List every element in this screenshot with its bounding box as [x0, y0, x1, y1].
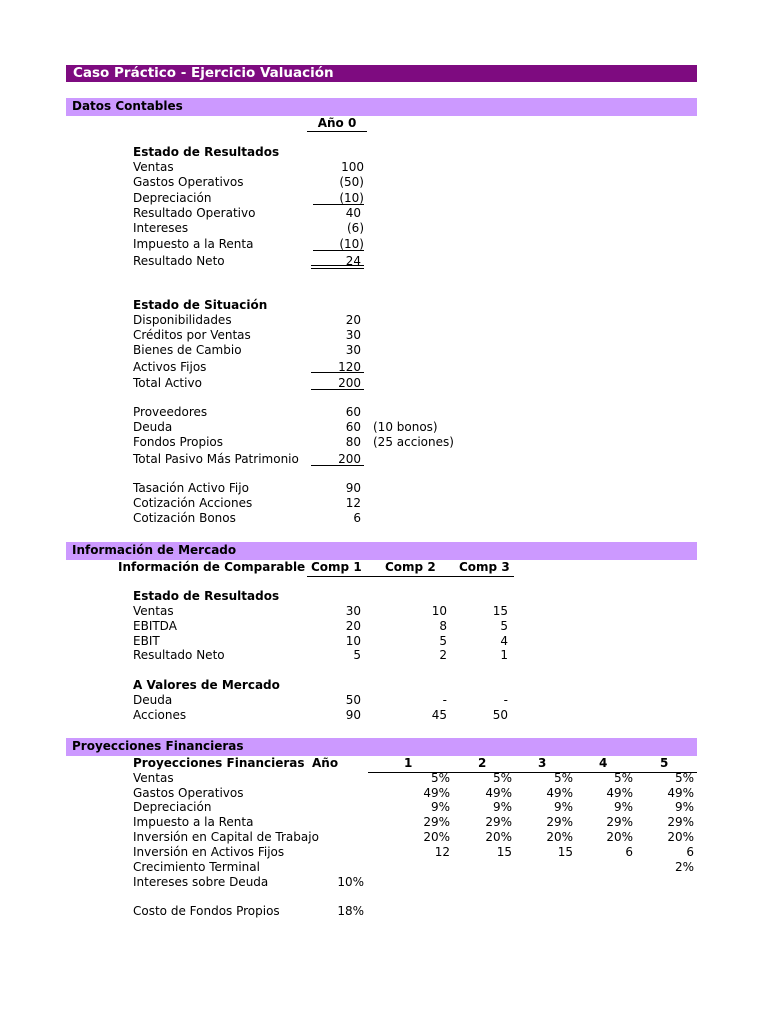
row-value: (10)	[339, 191, 364, 205]
row-value: 49%	[606, 786, 633, 800]
estado-situacion-heading: Estado de Situación	[133, 298, 268, 312]
row-value: 5%	[674, 771, 694, 785]
row-label: Total Pasivo Más Patrimonio	[133, 452, 299, 466]
row-value: 45	[431, 708, 447, 722]
row-label: Gastos Operativos	[133, 175, 244, 189]
row-value: 20	[345, 313, 361, 327]
year-header: 1	[404, 756, 413, 770]
row-label: Fondos Propios	[133, 435, 224, 449]
row-value: 1	[500, 648, 508, 662]
page-title: Caso Práctico - Ejercicio Valuación	[73, 65, 334, 81]
row-value: 5%	[613, 771, 633, 785]
row-label: Ventas	[133, 160, 174, 174]
row-label: Bienes de Cambio	[133, 343, 242, 357]
row-value: 200	[338, 376, 361, 390]
row-value: 29%	[485, 815, 512, 829]
comp-header: Comp 3	[459, 560, 510, 574]
row-label: Ventas	[133, 771, 174, 785]
row-value: 6	[686, 845, 694, 859]
row-value: 50	[492, 708, 508, 722]
row-value: 90	[345, 481, 361, 495]
title-bar	[66, 65, 697, 82]
row-value: 18%	[337, 904, 364, 918]
row-label: Gastos Operativos	[133, 786, 244, 800]
row-value: 9%	[674, 800, 694, 814]
row-value: 5%	[553, 771, 573, 785]
row-value: 6	[625, 845, 633, 859]
row-value: 5%	[492, 771, 512, 785]
row-value: 30	[345, 343, 361, 357]
year-header: 4	[599, 756, 608, 770]
row-label: Activos Fijos	[133, 360, 207, 374]
row-label: Inversión en Capital de Trabajo	[133, 830, 319, 844]
row-value: 20%	[606, 830, 633, 844]
row-label: Deuda	[133, 420, 173, 434]
row-value: 29%	[606, 815, 633, 829]
row-label: Resultado Neto	[133, 254, 225, 268]
row-label: EBIT	[133, 634, 160, 648]
row-value: 120	[338, 360, 361, 374]
row-value: 10%	[337, 875, 364, 889]
row-value: 29%	[546, 815, 573, 829]
section-title: Proyecciones Financieras	[72, 739, 244, 753]
row-value: 8	[439, 619, 447, 633]
row-value: 4	[500, 634, 508, 648]
row-value: 5	[500, 619, 508, 633]
year-header: 2	[478, 756, 487, 770]
row-label: Depreciación	[133, 191, 212, 205]
section-header-proyecciones	[66, 738, 697, 756]
row-value: 200	[338, 452, 361, 466]
row-value: 12	[434, 845, 450, 859]
row-value: 12	[345, 496, 361, 510]
row-value: 24	[345, 254, 361, 268]
row-label: Cotización Bonos	[133, 511, 236, 525]
row-note: (25 acciones)	[373, 435, 454, 449]
year-header: Año 0	[317, 116, 357, 130]
total-line	[311, 465, 364, 466]
row-value: 60	[345, 420, 361, 434]
row-label: Inversión en Activos Fijos	[133, 845, 285, 859]
year-header: 3	[538, 756, 547, 770]
header-underline	[307, 131, 367, 132]
row-value: 29%	[667, 815, 694, 829]
row-value: 30	[345, 328, 361, 342]
estado-resultados-heading: Estado de Resultados	[133, 589, 280, 603]
row-label: Acciones	[133, 708, 187, 722]
year-label: Año	[312, 756, 339, 770]
row-value: 90	[345, 708, 361, 722]
row-value: 9%	[430, 800, 450, 814]
header-underline	[307, 576, 514, 577]
row-value: 30	[345, 604, 361, 618]
row-label: Total Activo	[133, 376, 202, 390]
row-label: Deuda	[133, 693, 173, 707]
row-label: Intereses	[133, 221, 189, 235]
row-value: 2	[439, 648, 447, 662]
valores-mercado-heading: A Valores de Mercado	[133, 678, 280, 692]
row-value: (10)	[339, 237, 364, 251]
row-value: 15	[492, 604, 508, 618]
row-value: 50	[345, 693, 361, 707]
row-label: Proveedores	[133, 405, 208, 419]
comp-header: Comp 1	[311, 560, 362, 574]
proyecciones-label: Proyecciones Financieras	[133, 756, 305, 770]
row-value: 20%	[423, 830, 450, 844]
row-value: 10	[431, 604, 447, 618]
row-value: -	[442, 693, 447, 707]
row-value: (6)	[347, 221, 364, 235]
total-double-line	[311, 265, 364, 269]
row-label: Cotización Acciones	[133, 496, 253, 510]
row-label: Crecimiento Terminal	[133, 860, 260, 874]
row-value: 80	[345, 435, 361, 449]
row-value: 20%	[546, 830, 573, 844]
row-label: EBITDA	[133, 619, 177, 633]
row-value: 9%	[553, 800, 573, 814]
row-label: Tasación Activo Fijo	[133, 481, 249, 495]
comparable-label: Información de Comparable	[118, 560, 306, 574]
row-value: 49%	[546, 786, 573, 800]
row-label: Ventas	[133, 604, 174, 618]
row-label: Créditos por Ventas	[133, 328, 251, 342]
row-value: 15	[557, 845, 573, 859]
row-value: 10	[345, 634, 361, 648]
row-value: 20	[345, 619, 361, 633]
row-label: Intereses sobre Deuda	[133, 875, 269, 889]
row-label: Disponibilidades	[133, 313, 232, 327]
row-value: 15	[496, 845, 512, 859]
row-value: 100	[341, 160, 364, 174]
section-title: Datos Contables	[72, 99, 183, 113]
row-label: Resultado Neto	[133, 648, 225, 662]
estado-resultados-heading: Estado de Resultados	[133, 145, 280, 159]
row-value: 5	[439, 634, 447, 648]
row-value: 60	[345, 405, 361, 419]
row-value: 49%	[423, 786, 450, 800]
row-value: -	[503, 693, 508, 707]
year-header: 5	[660, 756, 669, 770]
row-value: 20%	[485, 830, 512, 844]
row-value: 2%	[674, 860, 694, 874]
row-value: 49%	[485, 786, 512, 800]
row-value: 40	[345, 206, 361, 220]
row-label: Costo de Fondos Propios	[133, 904, 280, 918]
row-value: 9%	[492, 800, 512, 814]
row-value: 6	[353, 511, 361, 525]
row-value: 9%	[613, 800, 633, 814]
row-value: (50)	[339, 175, 364, 189]
row-label: Depreciación	[133, 800, 212, 814]
row-value: 20%	[667, 830, 694, 844]
row-value: 5	[353, 648, 361, 662]
row-label: Impuesto a la Renta	[133, 237, 254, 251]
row-value: 49%	[667, 786, 694, 800]
total-line	[311, 389, 364, 390]
comp-header: Comp 2	[385, 560, 436, 574]
row-value: 29%	[423, 815, 450, 829]
row-note: (10 bonos)	[373, 420, 438, 434]
row-label: Impuesto a la Renta	[133, 815, 254, 829]
section-title: Información de Mercado	[72, 543, 237, 557]
row-label: Resultado Operativo	[133, 206, 256, 220]
section-header-datos-contables	[66, 98, 697, 116]
section-header-informacion-mercado	[66, 542, 697, 560]
row-value: 5%	[430, 771, 450, 785]
